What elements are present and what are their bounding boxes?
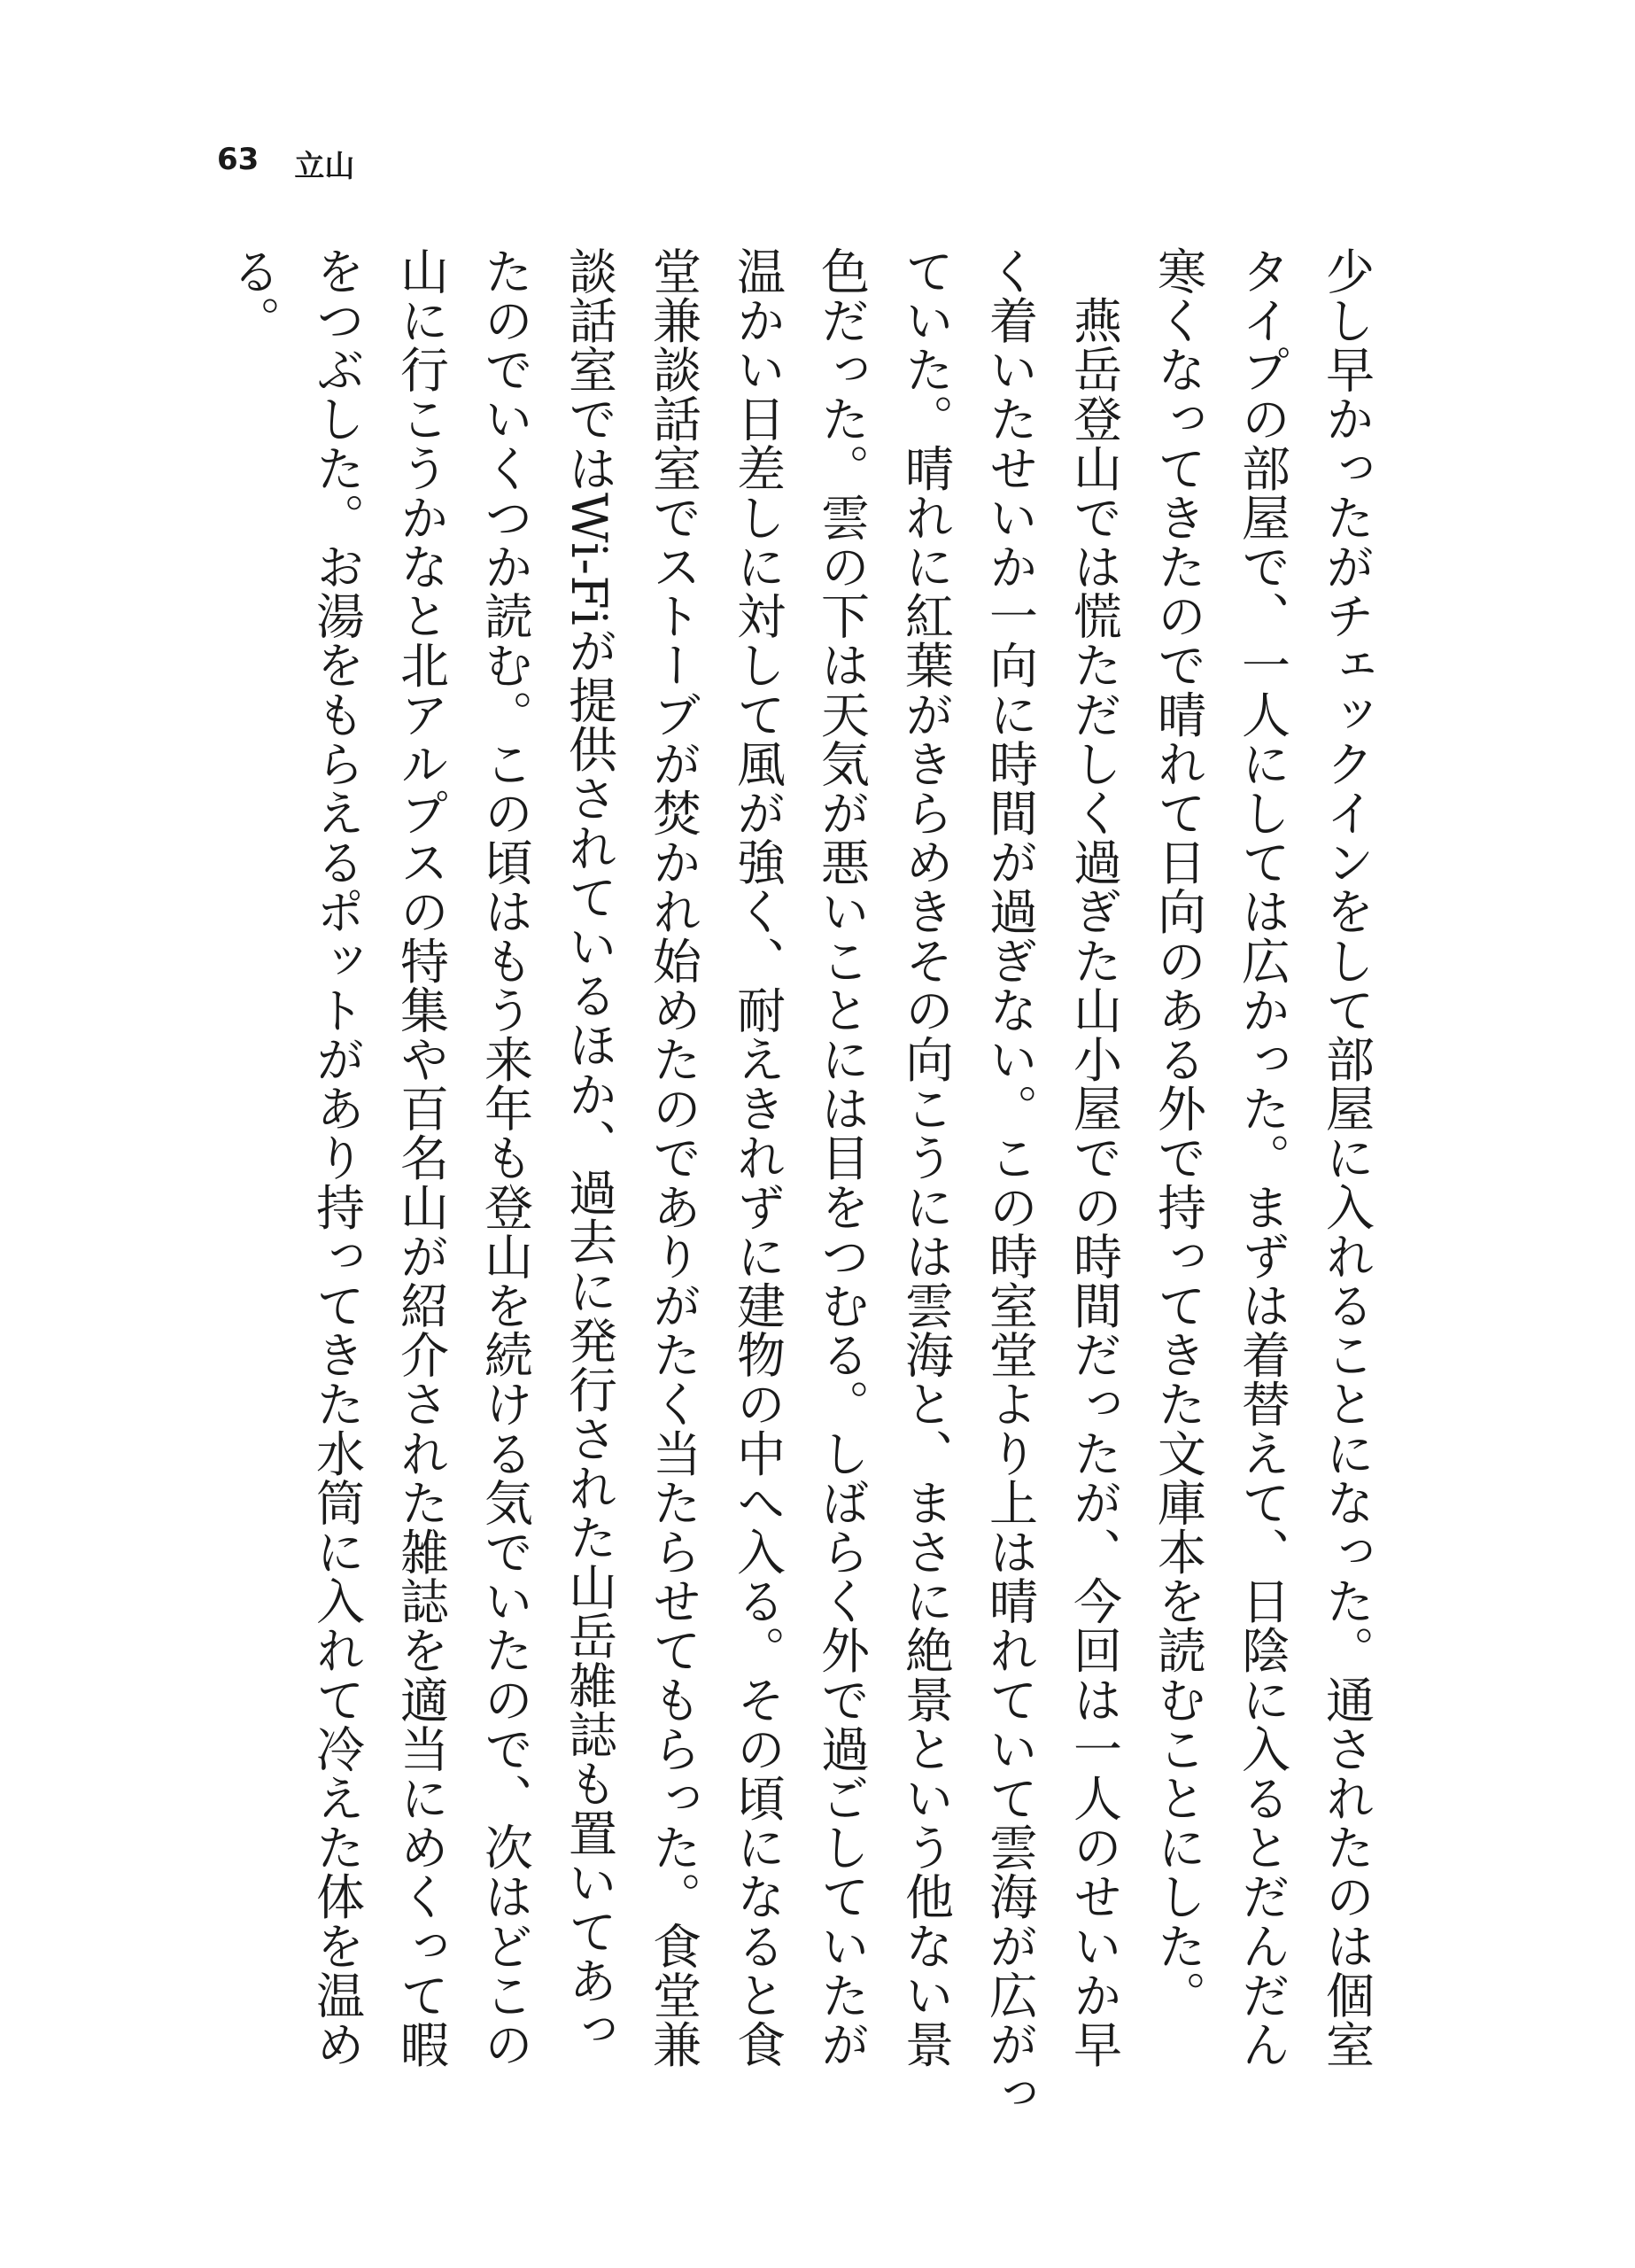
page-number: 63 — [217, 142, 260, 177]
text-column: 温かい日差しに対して風が強く、耐えきれずに建物の中へ入る。その頃になると食 — [729, 246, 786, 2070]
text-column: 山に行こうかなと北アルプスの特集や百名山が紹介された雑誌を適当にめくって暇 — [392, 246, 449, 2070]
text-column: 燕岳登山では慌ただしく過ぎた山小屋での時間だったが、今回は一人のせいか早 — [1065, 246, 1122, 2070]
text-column: ていた。晴れに紅葉がきらめきその向こうには雲海と、まさに絶景という他ない景 — [897, 246, 954, 2070]
text-column: 色だった。雲の下は天気が悪いことには目をつむる。しばらく外で過ごしていたが — [813, 246, 870, 2070]
running-header — [217, 142, 354, 185]
text-column: る。 — [224, 246, 281, 346]
chapter-title: 立山 — [294, 149, 355, 184]
text-column: く着いたせいか一向に時間が過ぎない。この時室堂より上は晴れていて雲海が広がっ — [981, 246, 1038, 2118]
text-column: 寒くなってきたので晴れて日向のある外で持ってきた文庫本を読むことにした。 — [1150, 246, 1206, 2020]
text-column: をつぶした。お湯をもらえるポットがあり持ってきた水筒に入れて冷えた体を温め — [308, 246, 365, 2070]
text-column: 少し早かったがチェックインをして部屋に入れることになった。通されたのは個室 — [1318, 246, 1375, 2070]
text-column: タイプの部屋で、一人にしては広かった。まずは着替えて、日陰に入るとだんだん — [1234, 246, 1290, 2070]
text-column: 堂兼談話室でストーブが焚かれ始めたのでありがたく当たらせてもらった。食堂兼 — [645, 246, 701, 2070]
vertical-body-text — [210, 246, 1388, 2118]
text-column: たのでいくつか読む。この頃はもう来年も登山を続ける気でいたので、次はどこの — [477, 246, 533, 2070]
text-column: 談話室ではWi-Fiが提供されているほか、過去に発行された山岳雑誌も置いてあっ — [561, 246, 617, 2054]
